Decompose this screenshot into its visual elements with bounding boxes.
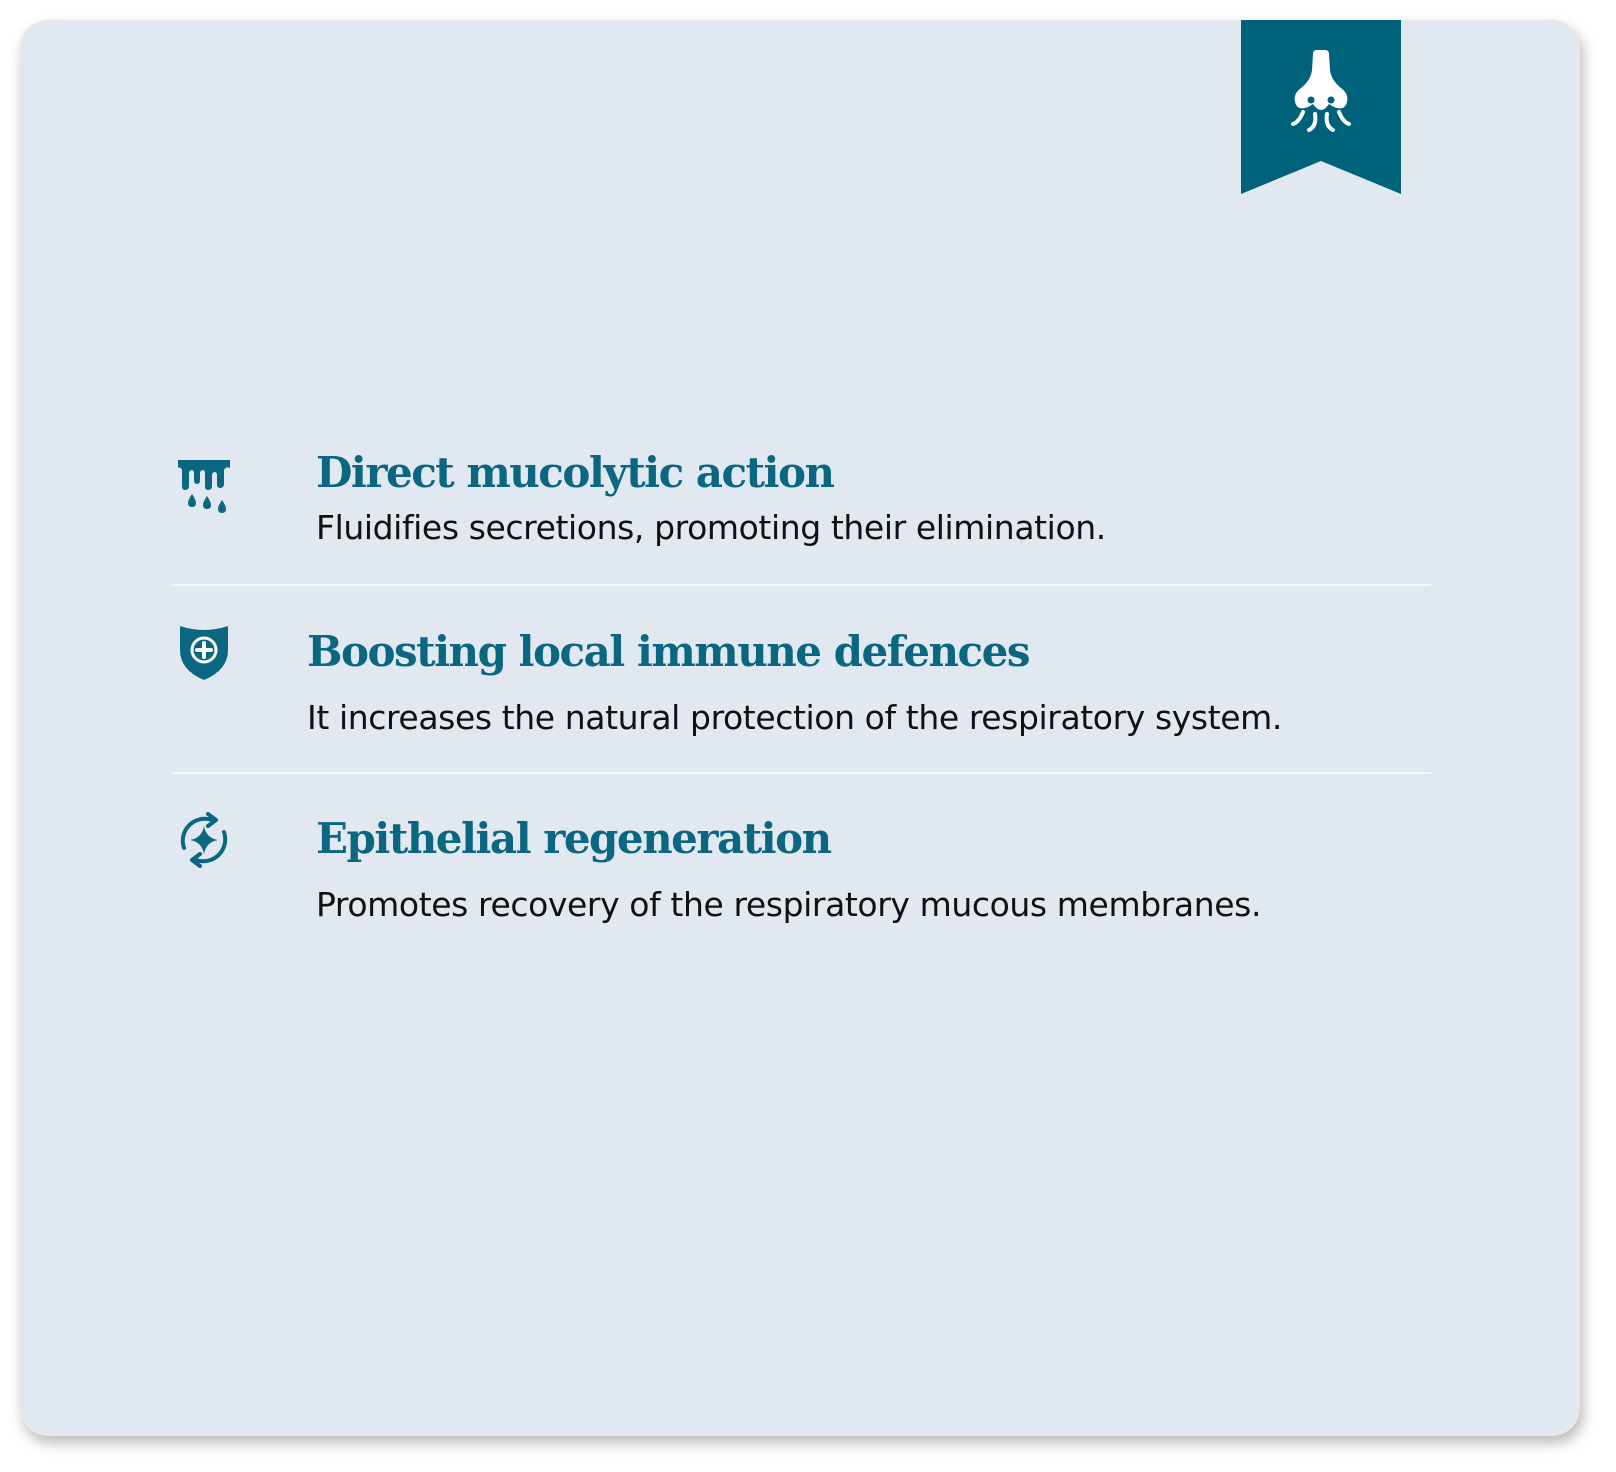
mucus-drip-icon xyxy=(172,456,236,520)
item-title: Epithelial regeneration xyxy=(316,814,831,863)
nose-icon xyxy=(1289,50,1353,138)
item-description: Fluidifies secretions, promoting their elimination. xyxy=(316,508,1106,547)
divider xyxy=(172,772,1431,774)
item-title: Boosting local immune defences xyxy=(307,627,1029,676)
shield-plus-icon xyxy=(172,620,236,684)
divider xyxy=(172,584,1431,586)
regeneration-icon xyxy=(172,808,236,872)
benefits-card xyxy=(20,20,1580,1436)
bookmark-ribbon xyxy=(1241,20,1401,194)
item-description: It increases the natural protection of the respiratory system. xyxy=(307,698,1282,737)
item-title: Direct mucolytic action xyxy=(316,448,834,497)
item-description: Promotes recovery of the respiratory mucous membranes. xyxy=(316,885,1262,924)
